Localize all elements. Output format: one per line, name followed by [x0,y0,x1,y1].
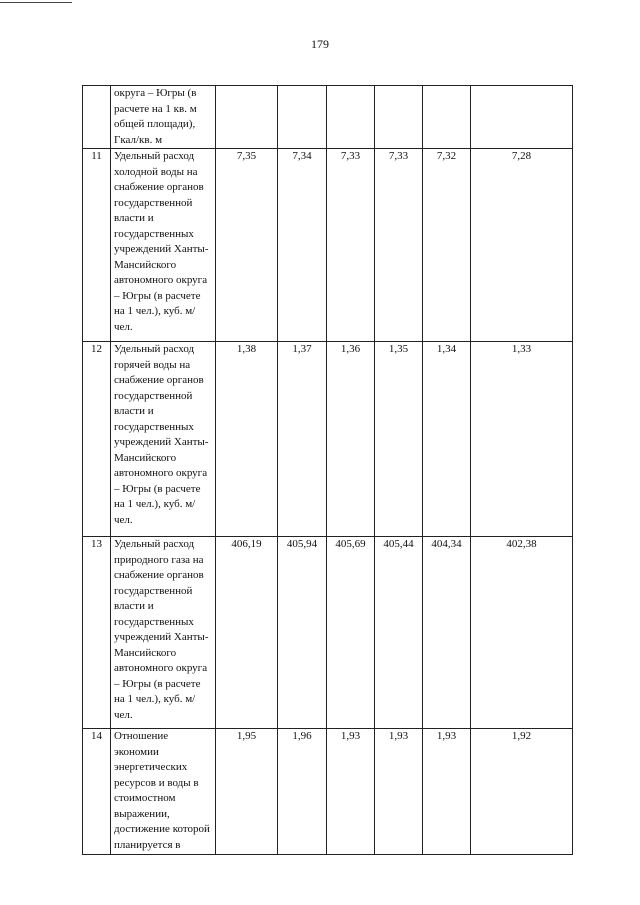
row-description: округа – Югры (в расчете на 1 кв. м общей площади), Гкал/кв. м [111,86,216,149]
value-cell: 406,19 [216,537,278,729]
value-cell: 1,93 [375,729,423,855]
page-number: 179 [311,37,329,51]
value-cell [471,86,573,149]
table-row [83,86,573,149]
row-number: 11 [83,149,111,342]
table-row [83,342,573,537]
value-cell [327,86,375,149]
value-cell: 7,33 [375,149,423,342]
value-cell: 1,35 [375,342,423,537]
value-cell: 1,38 [216,342,278,537]
indicator-table [82,85,573,855]
table-row [83,729,573,855]
value-cell [278,86,327,149]
value-cell: 1,92 [471,729,573,855]
value-cell: 405,94 [278,537,327,729]
value-cell: 7,28 [471,149,573,342]
value-cell [216,86,278,149]
value-cell: 1,96 [278,729,327,855]
value-cell [423,86,471,149]
value-cell: 404,34 [423,537,471,729]
table-row [83,149,573,342]
row-description: Отношение экономии энергетических ресурсов и воды в стоимостном выражении, достижение которой планируется в [111,729,216,855]
row-number [83,86,111,149]
value-cell: 405,69 [327,537,375,729]
value-cell [375,86,423,149]
row-description: Удельный расход горячей воды на снабжение органов государственной власти и государственных учреждений Ханты-Мансийского автономного округа – Югры (в расчете на 1 чел.), куб. м/чел. [111,342,216,537]
row-description: Удельный расход холодной воды на снабжение органов государственной власти и государственных учреждений Ханты-Мансийского автономного округа – Югры (в расчете на 1 чел.), куб. м/чел. [111,149,216,342]
value-cell: 1,33 [471,342,573,537]
value-cell: 7,35 [216,149,278,342]
value-cell: 1,95 [216,729,278,855]
value-cell: 1,34 [423,342,471,537]
value-cell: 7,33 [327,149,375,342]
value-cell: 7,34 [278,149,327,342]
value-cell: 1,93 [423,729,471,855]
value-cell: 405,44 [375,537,423,729]
row-number: 13 [83,537,111,729]
value-cell: 402,38 [471,537,573,729]
table-row [83,537,573,729]
scan-edge-line [0,2,72,3]
row-number: 12 [83,342,111,537]
row-description: Удельный расход природного газа на снабжение органов государственной власти и государственных учреждений Ханты-Мансийского автономного округа – Югры (в расчете на 1 чел.), куб. м/чел. [111,537,216,729]
value-cell: 7,32 [423,149,471,342]
value-cell: 1,37 [278,342,327,537]
value-cell: 1,36 [327,342,375,537]
value-cell: 1,93 [327,729,375,855]
row-number: 14 [83,729,111,855]
